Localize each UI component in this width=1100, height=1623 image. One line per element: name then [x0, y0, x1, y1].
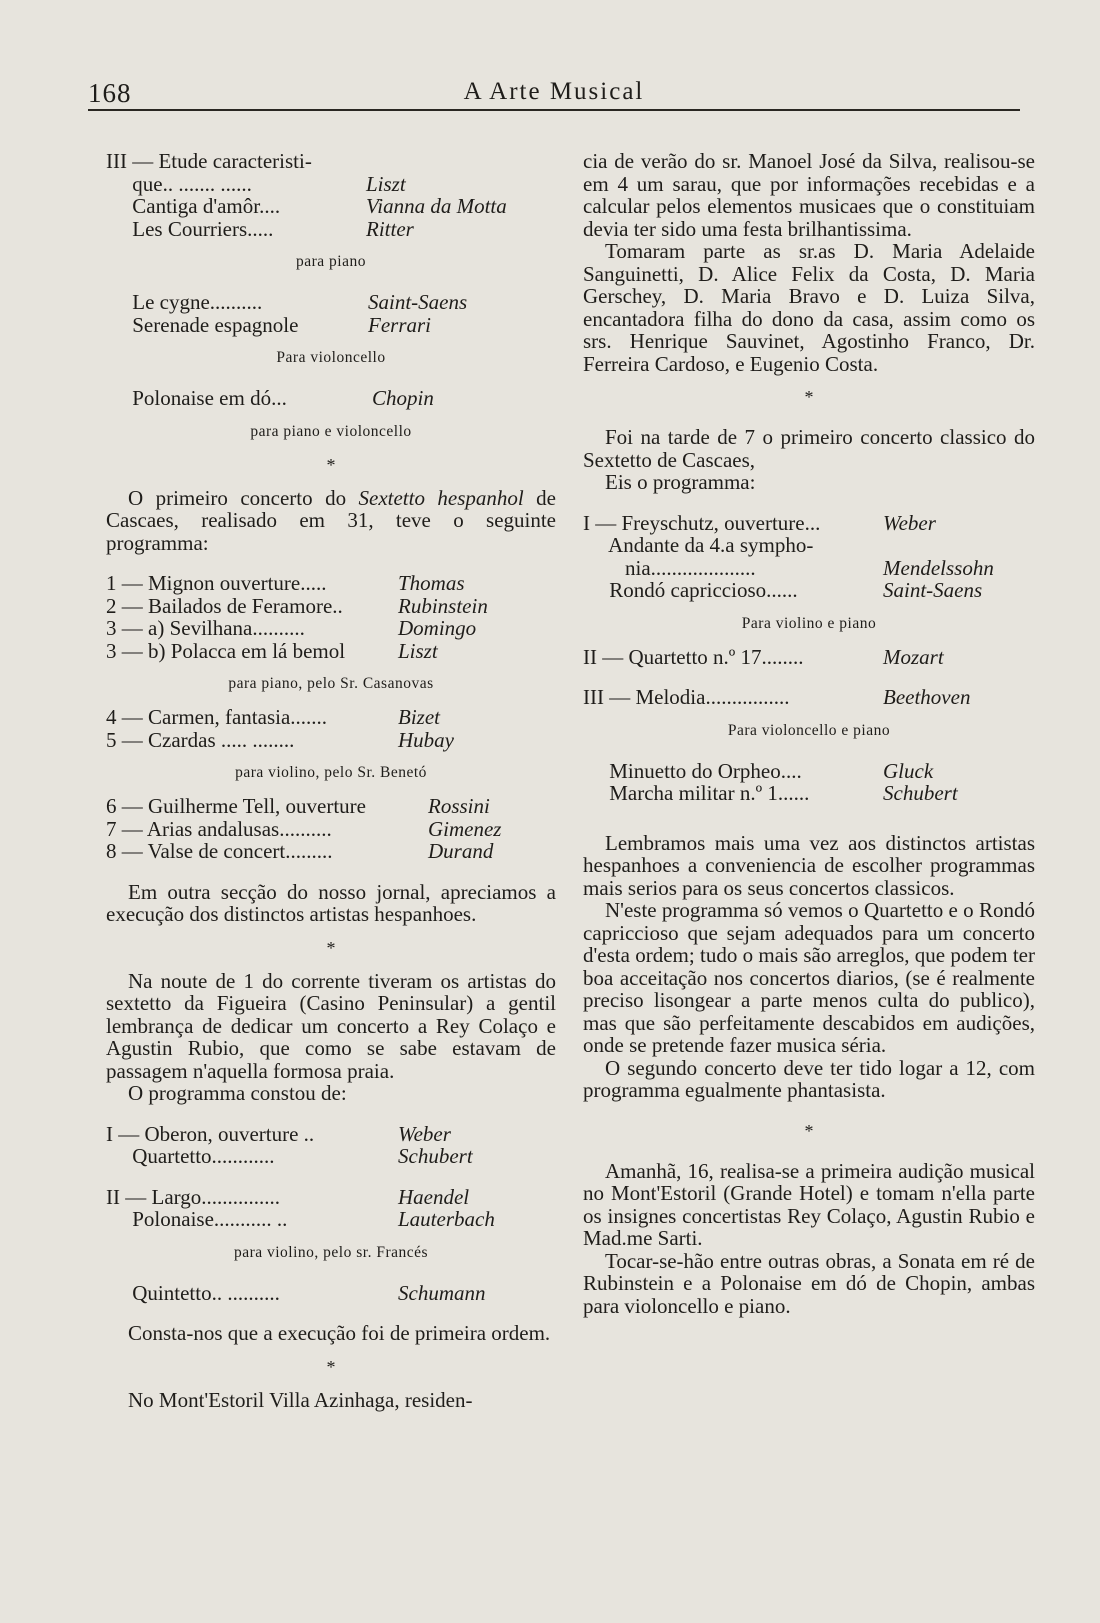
section-asterisk: *	[804, 1120, 814, 1141]
program-list	[106, 291, 556, 336]
piece-title: Andante da 4.a sympho-	[583, 533, 814, 557]
piece-title: Minuetto do Orpheo....	[583, 758, 802, 783]
piece-title: 3 — a) Sevilhana..........	[106, 616, 305, 640]
piece-title: II — Quartetto n.º 17........	[583, 644, 804, 669]
piece-title: 7 — Arias andalusas..........	[106, 816, 332, 841]
composer-name: Ferrari	[368, 312, 431, 337]
paragraph: O segundo concerto deve ter tido logar a 12, com programma egualmente phantasista.	[583, 1055, 1035, 1102]
paragraph: Consta-nos que a execução foi de primeira ordem.	[128, 1321, 551, 1345]
composer-name: Weber	[883, 510, 936, 535]
composer-name: Ritter	[366, 216, 414, 241]
program-list	[583, 646, 1035, 669]
program-entry	[106, 150, 556, 173]
piece-title: 8 — Valse de concert.........	[106, 839, 333, 863]
program-entry	[106, 840, 556, 863]
piece-title: 2 — Bailados de Feramore..	[106, 593, 343, 618]
program-entry	[583, 534, 1035, 557]
piece-title: Cantiga d'amôr....	[106, 194, 281, 218]
composer-name: Domingo	[398, 616, 477, 640]
program-note: para violino, pelo Sr. Benetó	[235, 764, 427, 781]
composer-name: Rubinstein	[398, 593, 488, 618]
header-rule	[88, 109, 1020, 111]
piece-title: que.. ....... ......	[106, 171, 252, 196]
right-column	[583, 150, 1035, 1317]
composer-name: Rossini	[428, 794, 490, 818]
paragraph: Amanhã, 16, realisa-se a primeira audição musical no Mont'Estoril (Grande Hotel) e tomam n'ella parte os insignes concertistas Rey Colaço, Agustin Rubio e Mad.me Sarti.	[583, 1158, 1035, 1250]
piece-title: 1 — Mignon ouverture.....	[106, 571, 327, 595]
program-entry	[583, 760, 1035, 783]
piece-title: 6 — Guilherme Tell, ouverture	[106, 794, 366, 818]
piece-title: III — Etude caracteristi-	[106, 149, 312, 173]
program-entry	[106, 729, 556, 752]
program-entry	[583, 512, 1035, 535]
program-note: Para violino e piano	[741, 614, 877, 632]
program-entry	[106, 1208, 556, 1231]
program-entry	[106, 595, 556, 618]
composer-name: Durand	[428, 839, 494, 863]
composer-name: Schubert	[398, 1144, 473, 1168]
piece-title: Les Courriers.....	[106, 216, 274, 241]
journal-title: A Arte Musical	[463, 78, 645, 105]
program-entry	[106, 1186, 556, 1209]
program-list	[106, 150, 556, 240]
program-list	[106, 795, 556, 863]
program-entry	[106, 1123, 556, 1146]
program-entry	[106, 706, 556, 729]
program-entry	[583, 557, 1035, 580]
piece-title: I — Freyschutz, ouverture...	[583, 510, 821, 535]
piece-title: Le cygne..........	[106, 290, 263, 314]
program-list	[583, 686, 1035, 709]
left-column	[106, 150, 556, 1411]
program-note: para piano, pelo Sr. Casanovas	[228, 675, 434, 692]
paragraph: Em outra secção do nosso jornal, apreciamos a execução dos distinctos artistas hespanhoes.	[106, 879, 556, 926]
composer-name: Schumann	[398, 1280, 486, 1305]
program-entry	[106, 640, 556, 663]
paragraph: Tocar-se-hão entre outras obras, a Sonata em ré de Rubinstein e a Polonaise em dó de Chopin, ambas para violoncello e piano.	[583, 1248, 1035, 1318]
program-list	[106, 572, 556, 662]
program-note: para violino, pelo sr. Francés	[233, 1243, 429, 1261]
program-entry	[583, 782, 1035, 805]
program-entry	[106, 617, 556, 640]
composer-name: Vianna da Motta	[366, 194, 507, 218]
page-header	[88, 78, 1020, 112]
program-note: Para violoncello e piano	[727, 721, 891, 739]
piece-title: Quartetto............	[106, 1144, 275, 1168]
program-list	[106, 387, 556, 410]
piece-title: Quintetto.. ..........	[106, 1280, 280, 1305]
composer-name: Thomas	[398, 571, 465, 595]
paragraph: Foi na tarde de 7 o primeiro concerto classico do Sextetto de Cascaes,	[583, 425, 1035, 472]
program-note: para piano	[296, 253, 366, 270]
composer-name: Chopin	[372, 386, 434, 410]
section-asterisk: *	[326, 1356, 336, 1377]
program-entry	[106, 1145, 556, 1168]
program-entry	[583, 579, 1035, 602]
composer-name: Weber	[398, 1121, 451, 1146]
program-entry	[106, 795, 556, 818]
program-note: para piano e violoncello	[250, 422, 412, 440]
paragraph: O primeiro concerto do Sextetto hespanhol de Cascaes, realisado em 31, teve o seguinte programma:	[106, 485, 556, 555]
composer-name: Mendelssohn	[883, 555, 994, 580]
page-number: 168	[88, 78, 132, 108]
piece-title: 4 — Carmen, fantasia.......	[106, 705, 328, 729]
section-asterisk: *	[326, 937, 336, 958]
program-list	[583, 760, 1035, 805]
program-entry	[106, 291, 556, 314]
paragraph: Na noute de 1 do corrente tiveram os artistas do sextetto da Figueira (Casino Peninsular) a gentil lembrança de dedicar um concerto a Rey Colaço e Agustin Rubio, que como se sabe estavam de passagem n'aquella formosa praia.	[106, 968, 556, 1083]
piece-title: Marcha militar n.º 1......	[583, 781, 810, 805]
composer-name: Gimenez	[428, 816, 502, 841]
program-entry	[106, 572, 556, 595]
section-asterisk: *	[326, 454, 336, 475]
piece-title: 3 — b) Polacca em lá bemol	[106, 638, 346, 663]
composer-name: Gluck	[883, 758, 934, 783]
composer-name: Liszt	[366, 171, 406, 196]
program-entry	[106, 195, 556, 218]
composer-name: Beethoven	[883, 685, 971, 709]
piece-title: II — Largo...............	[106, 1184, 280, 1209]
composer-name: Liszt	[398, 638, 438, 663]
piece-title: Polonaise........... ..	[106, 1207, 288, 1231]
paragraph: N'este programma só vemos o Quartetto e o Rondó capriccioso que sejam adequados para um concerto d'esta ordem; tudo o mais são arreglos, que podem ter boa acceitação nos concertos diarios, (se é realmente preciso lisongear a parte menos culta do publico), mas que são perfeitamente descabidos em audições, onde se pretende fazer musica séria.	[583, 898, 1035, 1057]
program-entry	[106, 387, 556, 410]
composer-name: Schubert	[883, 781, 958, 805]
program-note: Para violoncello	[276, 349, 386, 366]
piece-title: Rondó capriccioso......	[583, 578, 798, 602]
piece-title: 5 — Czardas ..... ........	[106, 727, 295, 752]
composer-name: Lauterbach	[398, 1207, 495, 1231]
program-entry	[106, 173, 556, 196]
program-entry	[583, 646, 1035, 669]
paragraph: Lembramos mais uma vez aos distinctos artistas hespanhoes a conveniencia de escolher programmas mais serios para os seus concertos classicos.	[583, 830, 1035, 900]
program-list	[106, 1186, 556, 1231]
program-entry	[583, 686, 1035, 709]
paragraph: O programma constou de:	[128, 1081, 347, 1105]
paragraph: cia de verão do sr. Manoel José da Silva, realisou-se em 4 um sarau, que por informações recebidas e a calcular pelos elementos musicaes que o constituiam devia ter sido uma festa brilhantissima.	[583, 149, 1035, 241]
program-entry	[106, 314, 556, 337]
composer-name: Mozart	[883, 644, 944, 669]
program-list	[106, 1123, 556, 1168]
section-asterisk: *	[804, 387, 814, 407]
program-entry	[106, 218, 556, 241]
piece-title: Polonaise em dó...	[106, 386, 287, 410]
composer-name: Saint-Saens	[368, 290, 468, 314]
program-entry	[106, 1282, 556, 1305]
program-list	[106, 1282, 556, 1305]
work-title: Sextetto hespanhol	[358, 485, 524, 510]
paragraph: No Mont'Estoril Villa Azinhaga, residen-	[128, 1387, 473, 1412]
piece-title: III — Melodia................	[583, 685, 790, 709]
piece-title: I — Oberon, ouverture ..	[106, 1121, 315, 1146]
composer-name: Hubay	[398, 727, 454, 752]
composer-name: Haendel	[398, 1184, 470, 1209]
piece-title: nia....................	[583, 555, 756, 580]
program-list	[106, 706, 556, 751]
paragraph: Eis o programma:	[605, 470, 756, 494]
piece-title: Serenade espagnole	[106, 312, 299, 337]
paragraph: Tomaram parte as sr.as D. Maria Adelaide Sanguinetti, D. Alice Felix da Costa, D. Maria Gerschey, D. Maria Bravo e D. Luiza Silva, encantadora filha do dono da casa, assim como os srs. Henrique Sauvinet, Agostinho Franco, Dr. Ferreira Cardoso, e Eugenio Costa.	[583, 239, 1035, 376]
program-entry	[106, 818, 556, 841]
program-list	[583, 512, 1035, 602]
composer-name: Saint-Saens	[883, 578, 983, 602]
composer-name: Bizet	[398, 705, 440, 729]
